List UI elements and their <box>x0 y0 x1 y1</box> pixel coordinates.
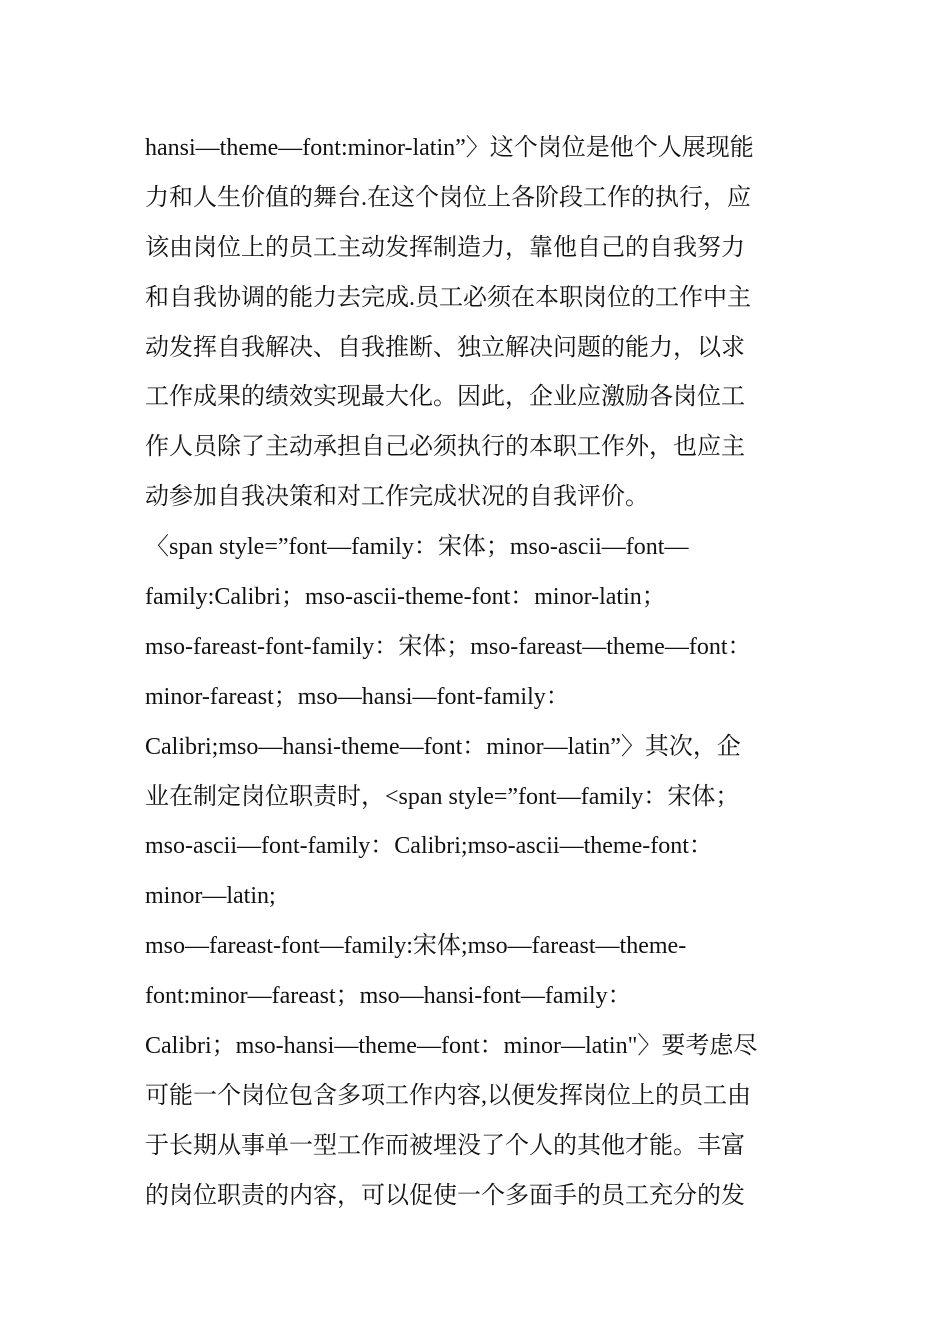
text-line: mso-ascii—font-family：Calibri;mso-ascii—theme-font： <box>145 833 713 860</box>
text-line: minor—latin; <box>145 883 276 910</box>
text-line: 和自我协调的能力去完成.员工必须在本职岗位的工作中主 <box>145 284 751 311</box>
text-line: 业在制定岗位职责时，<span style=”font—family：宋体； <box>145 783 740 810</box>
text-line: 的岗位职责的内容，可以促使一个多面手的员工充分的发 <box>145 1182 745 1209</box>
body-text <box>145 128 815 1226</box>
text-line: Calibri；mso-hansi—theme—font：minor—latin"〉要考虑尽 <box>145 1033 758 1060</box>
text-line: 作人员除了主动承担自己必须执行的本职工作外，也应主 <box>145 434 745 461</box>
text-line: mso—fareast-font—family:宋体;mso—fareast—theme- <box>145 933 687 960</box>
text-line: 动参加自我决策和对工作完成状况的自我评价。 <box>145 484 649 511</box>
text-line: 力和人生价值的舞台.在这个岗位上各阶段工作的执行，应 <box>145 184 751 211</box>
text-line: hansi—theme—font:minor-latin”〉这个岗位是他个人展现能 <box>145 135 754 161</box>
text-line: mso-fareast-font-family：宋体；mso-fareast—theme—font： <box>145 633 752 660</box>
text-line: 于长期从事单一型工作而被埋没了个人的其他才能。丰富 <box>145 1132 745 1159</box>
text-line: 工作成果的绩效实现最大化。因此，企业应激励各岗位工 <box>145 384 745 411</box>
text-line: Calibri;mso—hansi-theme—font：minor—latin”〉其次，企 <box>145 733 741 760</box>
text-line: 可能一个岗位包含多项工作内容,以便发挥岗位上的员工由 <box>145 1082 751 1109</box>
text-line: font:minor—fareast；mso—hansi-font—family： <box>145 983 632 1010</box>
text-line: 该由岗位上的员工主动发挥制造力，靠他自己的自我努力 <box>145 234 745 261</box>
text-line: 动发挥自我解决、自我推断、独立解决问题的能力，以求 <box>145 334 745 361</box>
text-line: 〈span style=”font—family：宋体；mso-ascii—font— <box>145 534 689 561</box>
text-line: minor-fareast；mso—hansi—font-family： <box>145 683 570 710</box>
text-line: family:Calibri；mso-ascii-theme-font：minor-latin； <box>145 584 666 611</box>
